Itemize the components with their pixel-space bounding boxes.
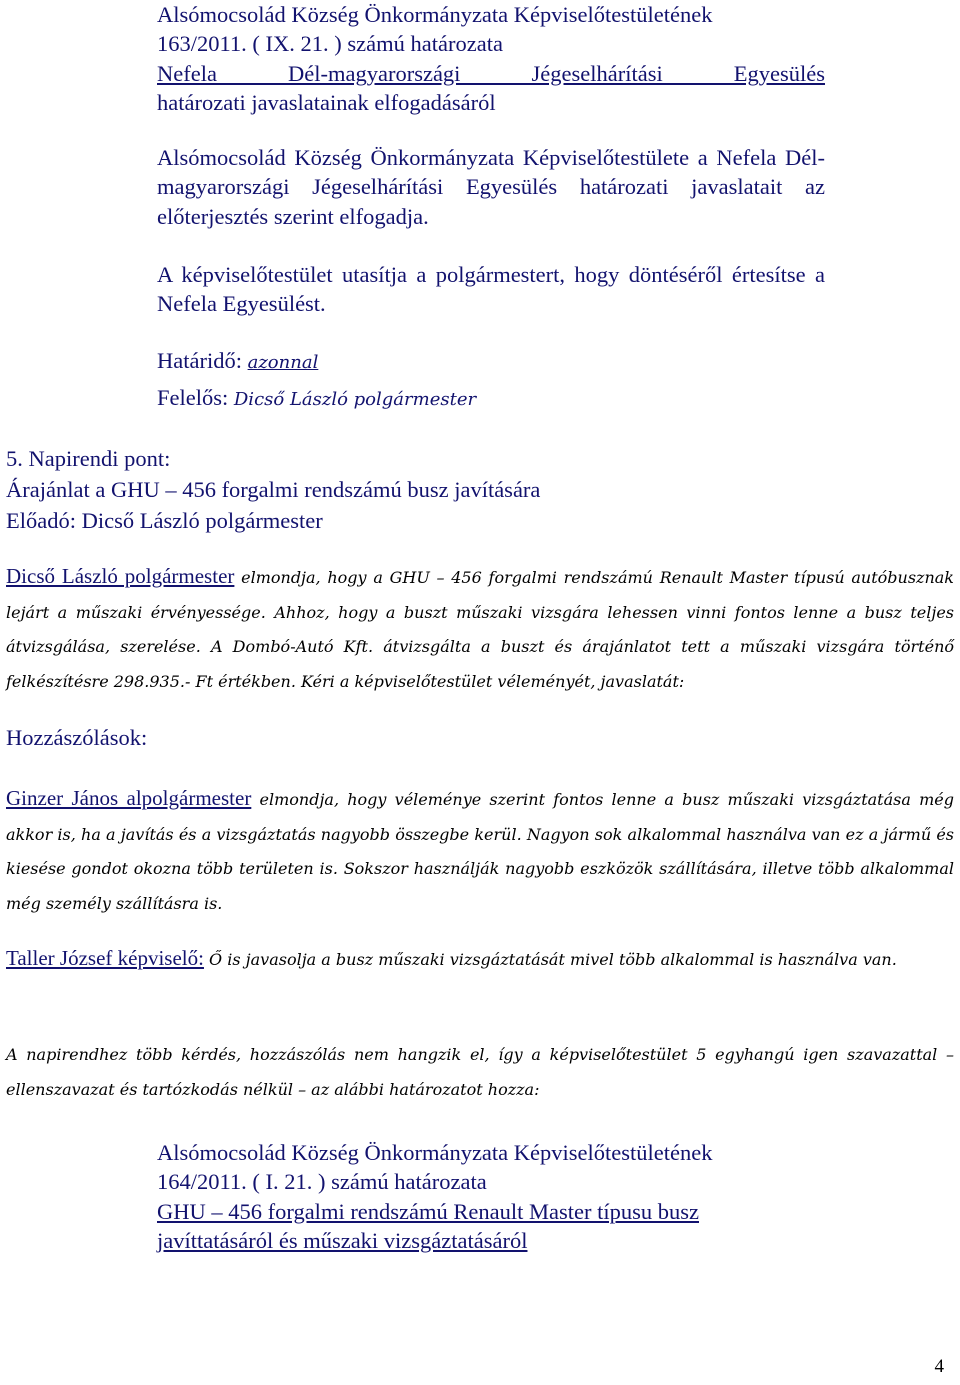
- presentation-paragraph: [6, 559, 954, 699]
- resolution-164-header-line: Alsómocsolád Község Önkormányzata Képviselőtestületének: [157, 1140, 713, 1165]
- agenda-presenter: Előadó: Dicső László polgármester: [6, 508, 323, 533]
- comment-text: Ő is javasolja a busz műszaki vizsgáztatását mivel több alkalommal is használva van.: [203, 950, 897, 969]
- page-number: 4: [934, 1356, 944, 1377]
- comment-item: [6, 941, 954, 978]
- presentation-speaker: Dicső László polgármester: [6, 564, 235, 588]
- resolution-164-header-line: 164/2011. ( I. 21. ) számú határozata: [157, 1169, 487, 1195]
- resolution-163-header-line: Nefela Dél-magyarországi Jégeselhárítási Egyesülés: [157, 60, 825, 86]
- comment-item: [6, 781, 954, 921]
- responsible-label: Felelős:: [157, 385, 229, 410]
- responsible-line: [157, 383, 825, 414]
- vote-paragraph: A napirendhez több kérdés, hozzászólás nem hangzik el, így a képviselőtestület 5 egyhangú igen szavazattal – ellenszavazat és tartózkodás nélkül – az alábbi határozatot hozza:: [6, 1045, 954, 1099]
- responsible-value: Dicső László polgármester: [233, 389, 477, 410]
- agenda-point-title: 5. Napirendi pont:: [6, 446, 171, 471]
- resolution-163-header: [157, 0, 825, 117]
- presentation-text: elmondja, hogy a GHU – 456 forgalmi rendszámú Renault Master típusú autóbusznak lejárt a műszaki érvényessége. Ahhoz, hogy a buszt műszaki vizsgára lehessen vinni fontos lenne a busz teljes átvizsgálása, szerelése. A Dombó-Autó Kft. átvizsgálta a buszt és árajánlatot tett a műszaki vizsgára történő felkészítésre 298.935.- Ft értékben. Kéri a képviselőtestület véleményét, javaslatát:: [6, 568, 955, 691]
- deadline-label: Határidő:: [157, 348, 242, 373]
- deadline-value: azonnal: [247, 352, 319, 373]
- resolution-163-paragraph-1: Alsómocsolád Község Önkormányzata Képviselőtestülete a Nefela Dél-magyarországi Jégeselhárítási Egyesülés határozati javaslatait az előterjesztés szerint elfogadja.: [157, 145, 825, 229]
- agenda-point: [6, 444, 954, 535]
- resolution-163-header-line: 163/2011. ( IX. 21. ) számú határozata: [157, 31, 503, 57]
- resolution-164-header-line: GHU – 456 forgalmi rendszámú Renault Master típusu busz: [157, 1198, 699, 1224]
- deadline-line: [157, 346, 825, 377]
- resolution-163-paragraph-2: A képviselőtestület utasítja a polgármestert, hogy döntéséről értesítse a Nefela Egyesülést.: [157, 262, 825, 317]
- comment-speaker: Taller József képviselő:: [6, 946, 204, 970]
- resolution-164-header: [157, 1138, 825, 1255]
- comment-speaker: Ginzer János alpolgármester: [6, 786, 252, 810]
- resolution-164-header-line: javíttatásáról és műszaki vizsgáztatásáról: [157, 1227, 528, 1253]
- comment-text: elmondja, hogy véleménye szerint fontos lenne a busz műszaki vizsgáztatása még akkor is, ha a javítás és a vizsgáztatás nagyobb összegbe kerül. Nagyon sok alkalommal használva van ez a jármű és kiesése gondot okozna több területen is. Sokszor használják nagyobb eszközök szállítására, illetve több alkalommal még személy szállításra is.: [6, 790, 954, 913]
- resolution-163-header-line: Alsómocsolád Község Önkormányzata Képviselőtestületének: [157, 2, 713, 27]
- resolution-163-header-line: határozati javaslatainak elfogadásáról: [157, 89, 496, 115]
- comments-title: Hozzászólások:: [6, 725, 148, 750]
- agenda-subject: Árajánlat a GHU – 456 forgalmi rendszámú busz javítására: [6, 477, 541, 502]
